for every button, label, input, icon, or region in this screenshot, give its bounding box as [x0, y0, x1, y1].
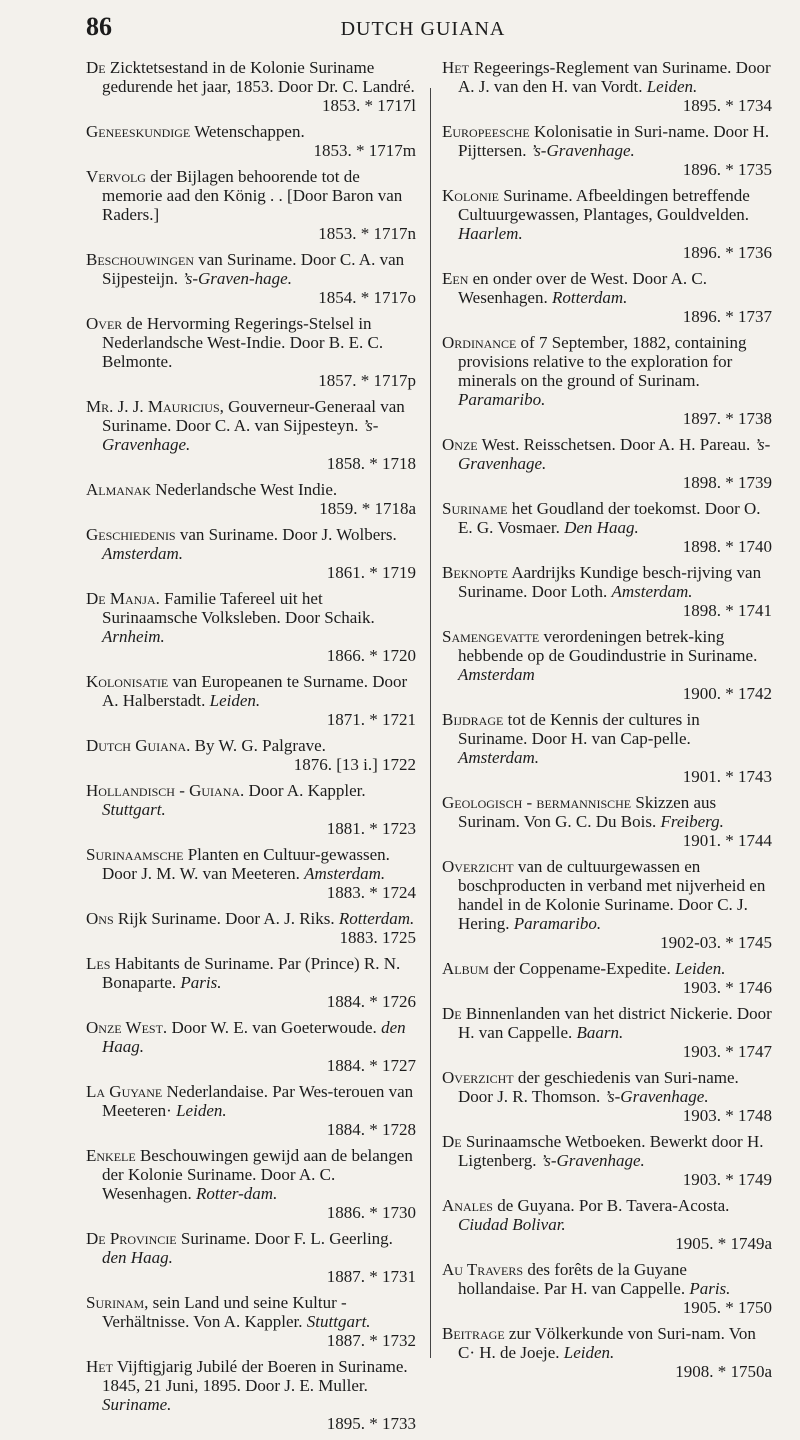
entry-heading: Beschouwingen: [86, 250, 194, 269]
bibliography-entry: [442, 499, 772, 556]
entry-heading: Kolonie: [442, 186, 499, 205]
entry-heading: Beknopte: [442, 563, 509, 582]
entry-reference: 1858. * 1718: [326, 454, 416, 473]
entry-body: Nederlandaise. Par Wes-terouen van Meeteren·: [102, 1082, 414, 1120]
bibliography-entry: [86, 525, 416, 582]
bibliography-entry: [442, 1324, 772, 1381]
entry-place: Paris.: [689, 1279, 731, 1298]
bibliography-entry: [442, 122, 772, 179]
entry-reference: 1903. * 1748: [682, 1106, 772, 1125]
entry-place: Stuttgart.: [102, 800, 166, 819]
entry-place: Amsterdam.: [611, 582, 693, 601]
bibliography-entry: [86, 122, 416, 160]
entry-body: sein Land und seine Kultur - Verhältnisse. Von A. Kappler.: [102, 1293, 347, 1331]
entry-reference: 1905. * 1750: [682, 1298, 772, 1317]
entry-reference: 1871. * 1721: [326, 710, 416, 729]
left-column: [86, 58, 416, 1440]
entry-heading: Het: [86, 1357, 113, 1376]
entry-place: Baarn.: [576, 1023, 624, 1042]
entry-body: de Hervorming Regerings-Stelsel in Nederlandsche West-Indie. Door B. E. C. Belmonte.: [102, 314, 384, 371]
bibliography-entry: [86, 250, 416, 307]
entry-body: Zicktetsestand in de Kolonie Suriname gedurende het jaar, 1853. Door Dr. C. Landré.: [102, 58, 415, 96]
right-column: [442, 58, 772, 1388]
entry-body: van de cultuurgewassen en boschproducten in verband met nijverheid en handel in de Kolonie Suriname. Door C. J. Hering.: [458, 857, 766, 933]
entry-body: en onder over de West. Door A. C. Wesenhagen.: [458, 269, 708, 307]
entry-heading: Samengevatte: [442, 627, 540, 646]
entry-reference: 1853. * 1717n: [318, 224, 416, 243]
bibliography-entry: [86, 1229, 416, 1286]
entry-body: Habitants de Suriname. Par (Prince) R. N. Bonaparte.: [102, 954, 401, 992]
entry-body: van Europeanen te Surname. Door A. Halberstadt.: [102, 672, 408, 710]
entry-place: Leiden.: [176, 1101, 227, 1120]
entry-heading: Surinam,: [86, 1293, 149, 1312]
entry-heading: Vervolg: [86, 167, 146, 186]
entry-reference: 1900. * 1742: [682, 684, 772, 703]
entry-heading: De: [442, 1132, 462, 1151]
entry-reference: 1903. * 1746: [682, 978, 772, 997]
entry-place: Arnheim.: [102, 627, 165, 646]
entry-reference: 1895. * 1733: [326, 1414, 416, 1433]
entry-heading: Dutch Guiana.: [86, 736, 191, 755]
entry-reference: 1896. * 1737: [682, 307, 772, 326]
entry-body: der Coppename-Expedite.: [493, 959, 671, 978]
entry-body: Familie Tafereel uit het Surinaamsche Volksleben. Door Schaik.: [102, 589, 375, 627]
bibliography-entry: [86, 58, 416, 115]
entry-body: tot de Kennis der cultures in Suriname. Door H. van Cap-pelle.: [458, 710, 700, 748]
entry-body: der geschiedenis van Suri-name. Door J. R. Thomson.: [458, 1068, 739, 1106]
entry-body: Binnenlanden van het district Nickerie. Door H. van Cappelle.: [458, 1004, 772, 1042]
entry-body: Planten en Cultuur-gewassen. Door J. M. W. van Meeteren.: [102, 845, 390, 883]
entry-place: Stuttgart.: [306, 1312, 371, 1331]
entry-body: Surinaamsche Wetboeken. Bewerkt door H. Ligtenberg.: [458, 1132, 764, 1170]
entry-place: Leiden.: [674, 959, 726, 978]
entry-body: Wetenschappen.: [194, 122, 305, 141]
entry-reference: 1898. * 1740: [682, 537, 772, 556]
bibliography-entry: [442, 563, 772, 620]
entry-heading: Kolonisatie: [86, 672, 169, 691]
bibliography-entry: [442, 710, 772, 786]
entry-reference: 1908. * 1750a: [675, 1362, 772, 1381]
entry-body: het Goudland der toekomst. Door O. E. G. Vosmaer.: [458, 499, 761, 537]
entry-place: Amsterdam.: [458, 748, 540, 767]
entry-heading: De: [442, 1004, 462, 1023]
entry-place: Den Haag.: [564, 518, 639, 537]
entry-reference: 1895. * 1734: [682, 96, 772, 115]
bibliography-entry: [86, 736, 416, 774]
entry-reference: 1903. * 1747: [682, 1042, 772, 1061]
entry-reference: 1887. * 1732: [326, 1331, 416, 1350]
page-number: 86: [86, 12, 112, 41]
entry-place: Paramaribo.: [513, 914, 602, 933]
entry-body: Nederlandsche West Indie.: [155, 480, 338, 499]
entry-heading: Bijdrage: [442, 710, 504, 729]
entry-reference: 1854. * 1717o: [318, 288, 416, 307]
bibliography-entry: [86, 781, 416, 838]
bibliography-entry: [442, 1260, 772, 1317]
entry-body: Skizzen aus Surinam. Von G. C. Du Bois.: [458, 793, 717, 831]
entry-heading: Suriname: [442, 499, 508, 518]
entry-body: of 7 September, 1882, containing provisions relative to the exploration for minerals on the ground of Surinam.: [458, 333, 747, 390]
entry-body: By W. G. Palgrave.: [194, 736, 326, 755]
entry-heading: Beitrage: [442, 1324, 505, 1343]
entry-body: Suriname. Afbeeldingen betreffende Cultuurgewassen, Plantages, Gouldvelden.: [458, 186, 750, 224]
entry-place: Leiden.: [209, 691, 261, 710]
entry-body: Aardrijks Kundige besch-rijving van Suriname. Door Loth.: [458, 563, 762, 601]
entry-body: Door W. E. van Goeterwoude.: [171, 1018, 377, 1037]
entry-reference: 1853. * 1717l: [322, 96, 416, 115]
entry-place: den Haag.: [102, 1248, 173, 1267]
entry-body: West. Reisschetsen. Door A. H. Pareau.: [481, 435, 751, 454]
entry-heading: Hollandisch - Guiana.: [86, 781, 245, 800]
entry-reference: 1884. * 1728: [326, 1120, 416, 1139]
entry-place: Amsterdam.: [102, 544, 184, 563]
bibliography-entry: [86, 167, 416, 243]
entry-place: ’s-Gravenhage.: [530, 141, 635, 160]
entry-body: Kolonisatie in Suri-name. Door H. Pijttersen.: [458, 122, 770, 160]
entry-reference: 1881. * 1723: [326, 819, 416, 838]
bibliography-entry: [442, 1132, 772, 1189]
entry-reference: 1896. * 1736: [682, 243, 772, 262]
bibliography-entry: [442, 857, 772, 952]
entry-reference: 1902-03. * 1745: [660, 933, 772, 952]
bibliography-entry: [442, 959, 772, 997]
entry-body: der Bijlagen behoorende tot de memorie aad den König . . [Door Baron van Raders.]: [102, 167, 403, 224]
entry-place: Rotter-dam.: [195, 1184, 278, 1203]
entry-heading: Almanak: [86, 480, 151, 499]
page-header: [86, 12, 760, 42]
entry-heading: Ons: [86, 909, 114, 928]
entry-heading: Een: [442, 269, 469, 288]
bibliography-entry: [86, 1146, 416, 1222]
entry-place: Amsterdam.: [304, 864, 386, 883]
entry-reference: 1884. * 1726: [326, 992, 416, 1011]
entry-place: ’s-Graven-hage.: [182, 269, 292, 288]
bibliography-entry: [442, 1004, 772, 1061]
entry-heading: Europeesche: [442, 122, 530, 141]
bibliography-entry: [86, 1357, 416, 1433]
entry-place: Freiberg.: [660, 812, 724, 831]
entry-place: Leiden.: [563, 1343, 615, 1362]
entry-place: Paris.: [180, 973, 222, 992]
entry-body: Suriname. Door F. L. Geerling.: [180, 1229, 393, 1248]
entry-place: ’s-Gravenhage.: [102, 416, 379, 454]
bibliography-entry: [442, 627, 772, 703]
entry-heading: Overzicht: [442, 857, 514, 876]
entry-place: Suriname.: [102, 1395, 172, 1414]
entry-heading: Enkele: [86, 1146, 136, 1165]
bibliography-entry: [86, 1293, 416, 1350]
bibliography-entry: [86, 314, 416, 390]
bibliography-entry: [442, 435, 772, 492]
column-divider: [430, 88, 431, 1358]
entry-body: de Guyana. Por B. Tavera-Acosta.: [497, 1196, 730, 1215]
entry-heading: Onze West.: [86, 1018, 168, 1037]
entry-body: van Suriname. Door C. A. van Sijpesteijn.: [102, 250, 405, 288]
bibliography-entry: [442, 793, 772, 850]
entry-heading: Les: [86, 954, 111, 973]
entry-body: des forêts de la Guyane hollandaise. Par H. van Cappelle.: [458, 1260, 687, 1298]
bibliography-entry: [442, 1196, 772, 1253]
bibliography-entry: [442, 269, 772, 326]
entry-heading: De Provincie: [86, 1229, 177, 1248]
entry-heading: Het: [442, 58, 469, 77]
bibliography-columns: [86, 58, 798, 1433]
entry-place: den Haag.: [102, 1018, 406, 1056]
entry-heading: Geschiedenis: [86, 525, 176, 544]
entry-reference: 1883. * 1724: [326, 883, 416, 902]
entry-heading: Geneeskundige: [86, 122, 191, 141]
entry-body: zur Völkerkunde von Suri-nam. Von C· H. de Joeje.: [458, 1324, 756, 1362]
entry-body: Gouverneur-Generaal van Suriname. Door C. A. van Sijpesteyn.: [102, 397, 405, 435]
entry-place: Leiden.: [646, 77, 698, 96]
entry-reference: 1896. * 1735: [682, 160, 772, 179]
bibliography-entry: [442, 1068, 772, 1125]
entry-reference: 1905. * 1749a: [675, 1234, 772, 1253]
entry-place: Haarlem.: [458, 224, 523, 243]
entry-heading: Onze: [442, 435, 478, 454]
entry-place: ’s-Gravenhage.: [458, 435, 771, 473]
bibliography-entry: [86, 589, 416, 665]
entry-reference: 1859. * 1718a: [319, 499, 416, 518]
entry-heading: Surinaamsche: [86, 845, 184, 864]
entry-reference: 1901. * 1743: [682, 767, 772, 786]
entry-reference: 1876. [13 i.] 1722: [293, 755, 416, 774]
bibliography-entry: [86, 1018, 416, 1075]
entry-reference: 1884. * 1727: [326, 1056, 416, 1075]
bibliography-entry: [86, 397, 416, 473]
bibliography-entry: [86, 909, 416, 947]
bibliography-entry: [442, 58, 772, 115]
entry-reference: 1853. * 1717m: [313, 141, 416, 160]
entry-reference: 1901. * 1744: [682, 831, 772, 850]
entry-place: Amsterdam: [458, 665, 535, 684]
entry-heading: Anales: [442, 1196, 493, 1215]
entry-heading: Geologisch - bermannische: [442, 793, 632, 812]
bibliography-entry: [86, 480, 416, 518]
entry-heading: Ordinance: [442, 333, 517, 352]
entry-heading: La Guyane: [86, 1082, 163, 1101]
entry-heading: De: [86, 58, 106, 77]
entry-reference: 1898. * 1741: [682, 601, 772, 620]
entry-reference: 1898. * 1739: [682, 473, 772, 492]
entry-heading: Au Travers: [442, 1260, 524, 1279]
entry-reference: 1883. 1725: [339, 928, 416, 947]
running-head: DUTCH GUIANA: [340, 18, 506, 40]
entry-heading: Overzicht: [442, 1068, 514, 1087]
entry-reference: 1887. * 1731: [326, 1267, 416, 1286]
entry-body: Regeerings-Reglement van Suriname. Door A. J. van den H. van Vordt.: [458, 58, 771, 96]
entry-heading: De Manja.: [86, 589, 160, 608]
entry-reference: 1903. * 1749: [682, 1170, 772, 1189]
entry-place: ’s-Gravenhage.: [604, 1087, 709, 1106]
entry-reference: 1861. * 1719: [326, 563, 416, 582]
entry-place: Rotterdam.: [338, 909, 415, 928]
bibliography-entry: [442, 186, 772, 262]
entry-reference: 1886. * 1730: [326, 1203, 416, 1222]
entry-place: Ciudad Bolivar.: [458, 1215, 566, 1234]
entry-heading: Over: [86, 314, 123, 333]
bibliography-entry: [86, 1082, 416, 1139]
entry-heading: Mr. J. J. Mauricius,: [86, 397, 224, 416]
entry-body: Beschouwingen gewijd aan de belangen der Kolonie Suriname. Door A. C. Wesenhagen.: [102, 1146, 413, 1203]
bibliography-entry: [86, 845, 416, 902]
entry-place: ’s-Gravenhage.: [540, 1151, 645, 1170]
entry-body: Rijk Suriname. Door A. J. Riks.: [117, 909, 335, 928]
entry-reference: 1866. * 1720: [326, 646, 416, 665]
entry-place: Rotterdam.: [551, 288, 628, 307]
entry-body: van Suriname. Door J. Wolbers.: [179, 525, 397, 544]
bibliography-entry: [442, 333, 772, 428]
entry-reference: 1897. * 1738: [682, 409, 772, 428]
entry-body: verordeningen betrek-king hebbende op de Goudindustrie in Suriname.: [458, 627, 758, 665]
entry-reference: 1857. * 1717p: [318, 371, 416, 390]
bibliography-entry: [86, 954, 416, 1011]
entry-place: Paramaribo.: [458, 390, 546, 409]
entry-heading: Album: [442, 959, 489, 978]
entry-body: Door A. Kappler.: [248, 781, 366, 800]
entry-body: Vijftigjarig Jubilé der Boeren in Suriname. 1845, 21 Juni, 1895. Door J. E. Muller.: [102, 1357, 408, 1395]
bibliography-entry: [86, 672, 416, 729]
